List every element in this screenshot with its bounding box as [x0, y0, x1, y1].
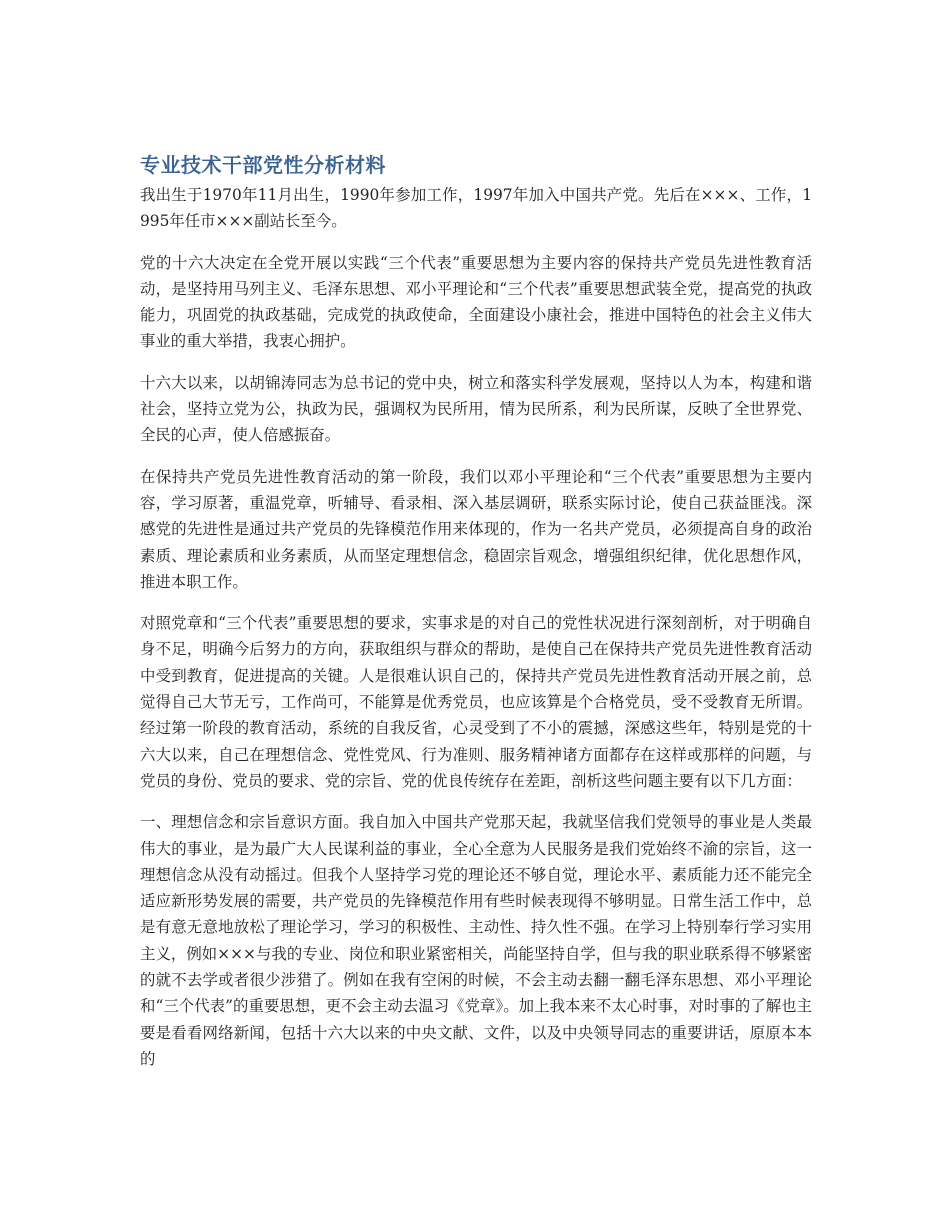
paragraph-personal-info: 我出生于1970年11月出生，1990年参加工作，1997年加入中国共产党。先后在×××、工作，1995年任市×××副站长至今。: [140, 186, 812, 231]
paragraph-since-sixteenth-congress: 十六大以来，以胡锦涛同志为总书记的党中央，树立和落实科学发展观，坚持以人为本，构建和谐社会，坚持立党为公，执政为民，强调权为民所用，情为民所系，利为民所谋，反映了全世界党、全民的心声，使人倍感振奋。: [140, 373, 812, 445]
paragraph-education-campaign: 党的十六大决定在全党开展以实践“三个代表”重要思想为主要内容的保持共产党员先进性教育活动，是坚持用马列主义、毛泽东思想、邓小平理论和“三个代表”重要思想武装全党，提高党的执政能力，巩固党的执政基础，完成党的执政使命，全面建设小康社会，推进中国特色的社会主义伟大事业的重大举措，我衷心拥护。: [140, 253, 812, 351]
paragraph-ideals-and-purpose: 一、理想信念和宗旨意识方面。我自加入中国共产党那天起，我就坚信我们党领导的事业是人类最伟大的事业，是为最广大人民谋利益的事业，全心全意为人民服务是我们党始终不渝的宗旨，这一理想信念从没有动摇过。但我个人坚持学习党的理论还不够自觉，理论水平、素质能力还不能完全适应新形势发展的需要，共产党员的先锋模范作用有些时候表现得不够明显。日常生活工作中，总是有意无意地放松了理论学习，学习的积极性、主动性、持久性不强。在学习上特别奉行学习实用主义，例如×××与我的专业、岗位和职业紧密相关，尚能坚持自学，但与我的职业联系得不够紧密的就不去学或者很少涉猎了。例如在我有空闲的时候，不会主动去翻一翻毛泽东思想、邓小平理论和“三个代表”的重要思想，更不会主动去温习《党章》。加上我本来不太心时事，对时事的了解也主要是看看网络新闻，包括十六大以来的中央文献、文件，以及中央领导同志的重要讲话，原原本本的: [140, 813, 812, 1068]
paragraph-first-stage: 在保持共产党员先进性教育活动的第一阶段，我们以邓小平理论和“三个代表”重要思想为主要内容，学习原著，重温党章，听辅导、看录相、深入基层调研，联系实际讨论，使自己获益匪浅。深感党的先进性是通过共产党员的先锋模范作用来体现的，作为一名共产党员，必须提高自身的政治素质、理论素质和业务素质，从而坚定理想信念，稳固宗旨观念，增强组织纪律，优化思想作风，推进本职工作。: [140, 467, 812, 591]
paragraph-self-analysis: 对照党章和“三个代表”重要思想的要求，实事求是的对自己的党性状况进行深刻剖析，对于明确自身不足，明确今后努力的方向，获取组织与群众的帮助，是使自己在保持共产党员先进性教育活动中受到教育，促进提高的关键。人是很难认识自己的，保持共产党员先进性教育活动开展之前，总觉得自己大节无亏，工作尚可，不能算是优秀党员，也应该算是个合格党员，受不受教育无所谓。经过第一阶段的教育活动，系统的自我反省，心灵受到了不小的震撼，深感这些年，特别是党的十六大以来，自己在理想信念、党性党风、行为准则、服务精神诸方面都存在这样或那样的问题，与党员的身份、党员的要求、党的宗旨、党的优良传统存在差距，剖析这些问题主要有以下几方面：: [140, 614, 812, 790]
document-title: 专业技术干部党性分析材料: [140, 153, 386, 177]
document-body: [140, 150, 812, 1087]
